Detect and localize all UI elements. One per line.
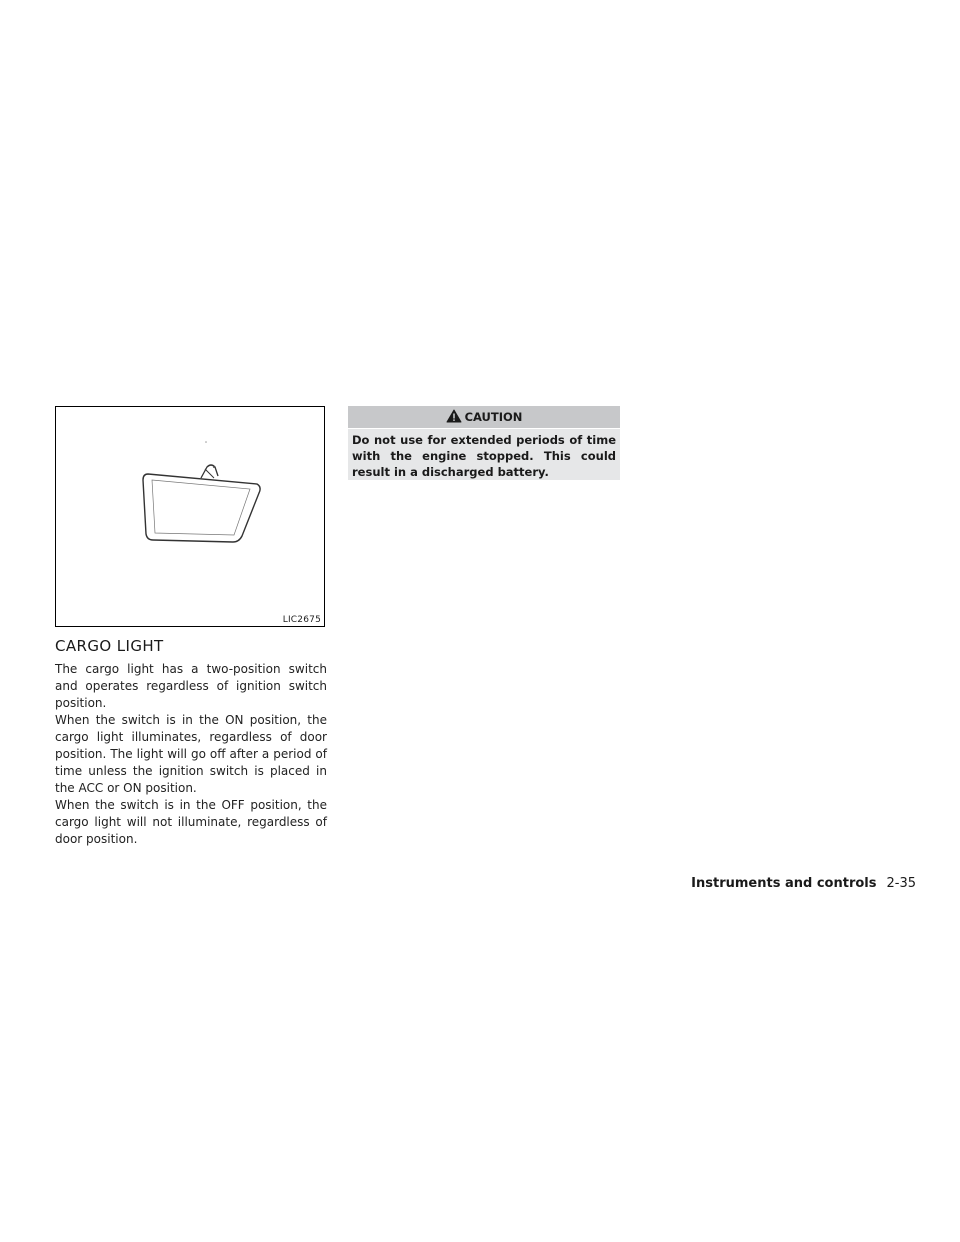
cargo-light-figure bbox=[55, 406, 325, 627]
paragraph: When the switch is in the OFF position, the cargo light will not illuminate, regardless of door position. bbox=[55, 798, 327, 846]
caution-header bbox=[348, 406, 620, 428]
footer-section-name: Instruments and controls bbox=[691, 876, 877, 891]
page-number: 2-35 bbox=[886, 876, 916, 891]
paragraph: When the switch is in the ON position, the cargo light illuminates, regardless of door position. The light will go off after a period of time unless the ignition switch is placed in the ACC or ON position. bbox=[55, 713, 327, 795]
section-title: CARGO LIGHT bbox=[55, 637, 164, 655]
figure-code: LIC2675 bbox=[282, 615, 321, 625]
caution-title: CAUTION bbox=[464, 410, 523, 424]
page-footer bbox=[691, 876, 916, 891]
caution-text: Do not use for extended periods of time with the engine stopped. This could result in a discharged battery. bbox=[348, 429, 620, 480]
cargo-light-lamp-icon bbox=[56, 407, 324, 626]
paragraph: The cargo light has a two-position switch and operates regardless of ignition switch position. bbox=[55, 662, 327, 710]
warning-triangle-icon bbox=[446, 409, 462, 423]
